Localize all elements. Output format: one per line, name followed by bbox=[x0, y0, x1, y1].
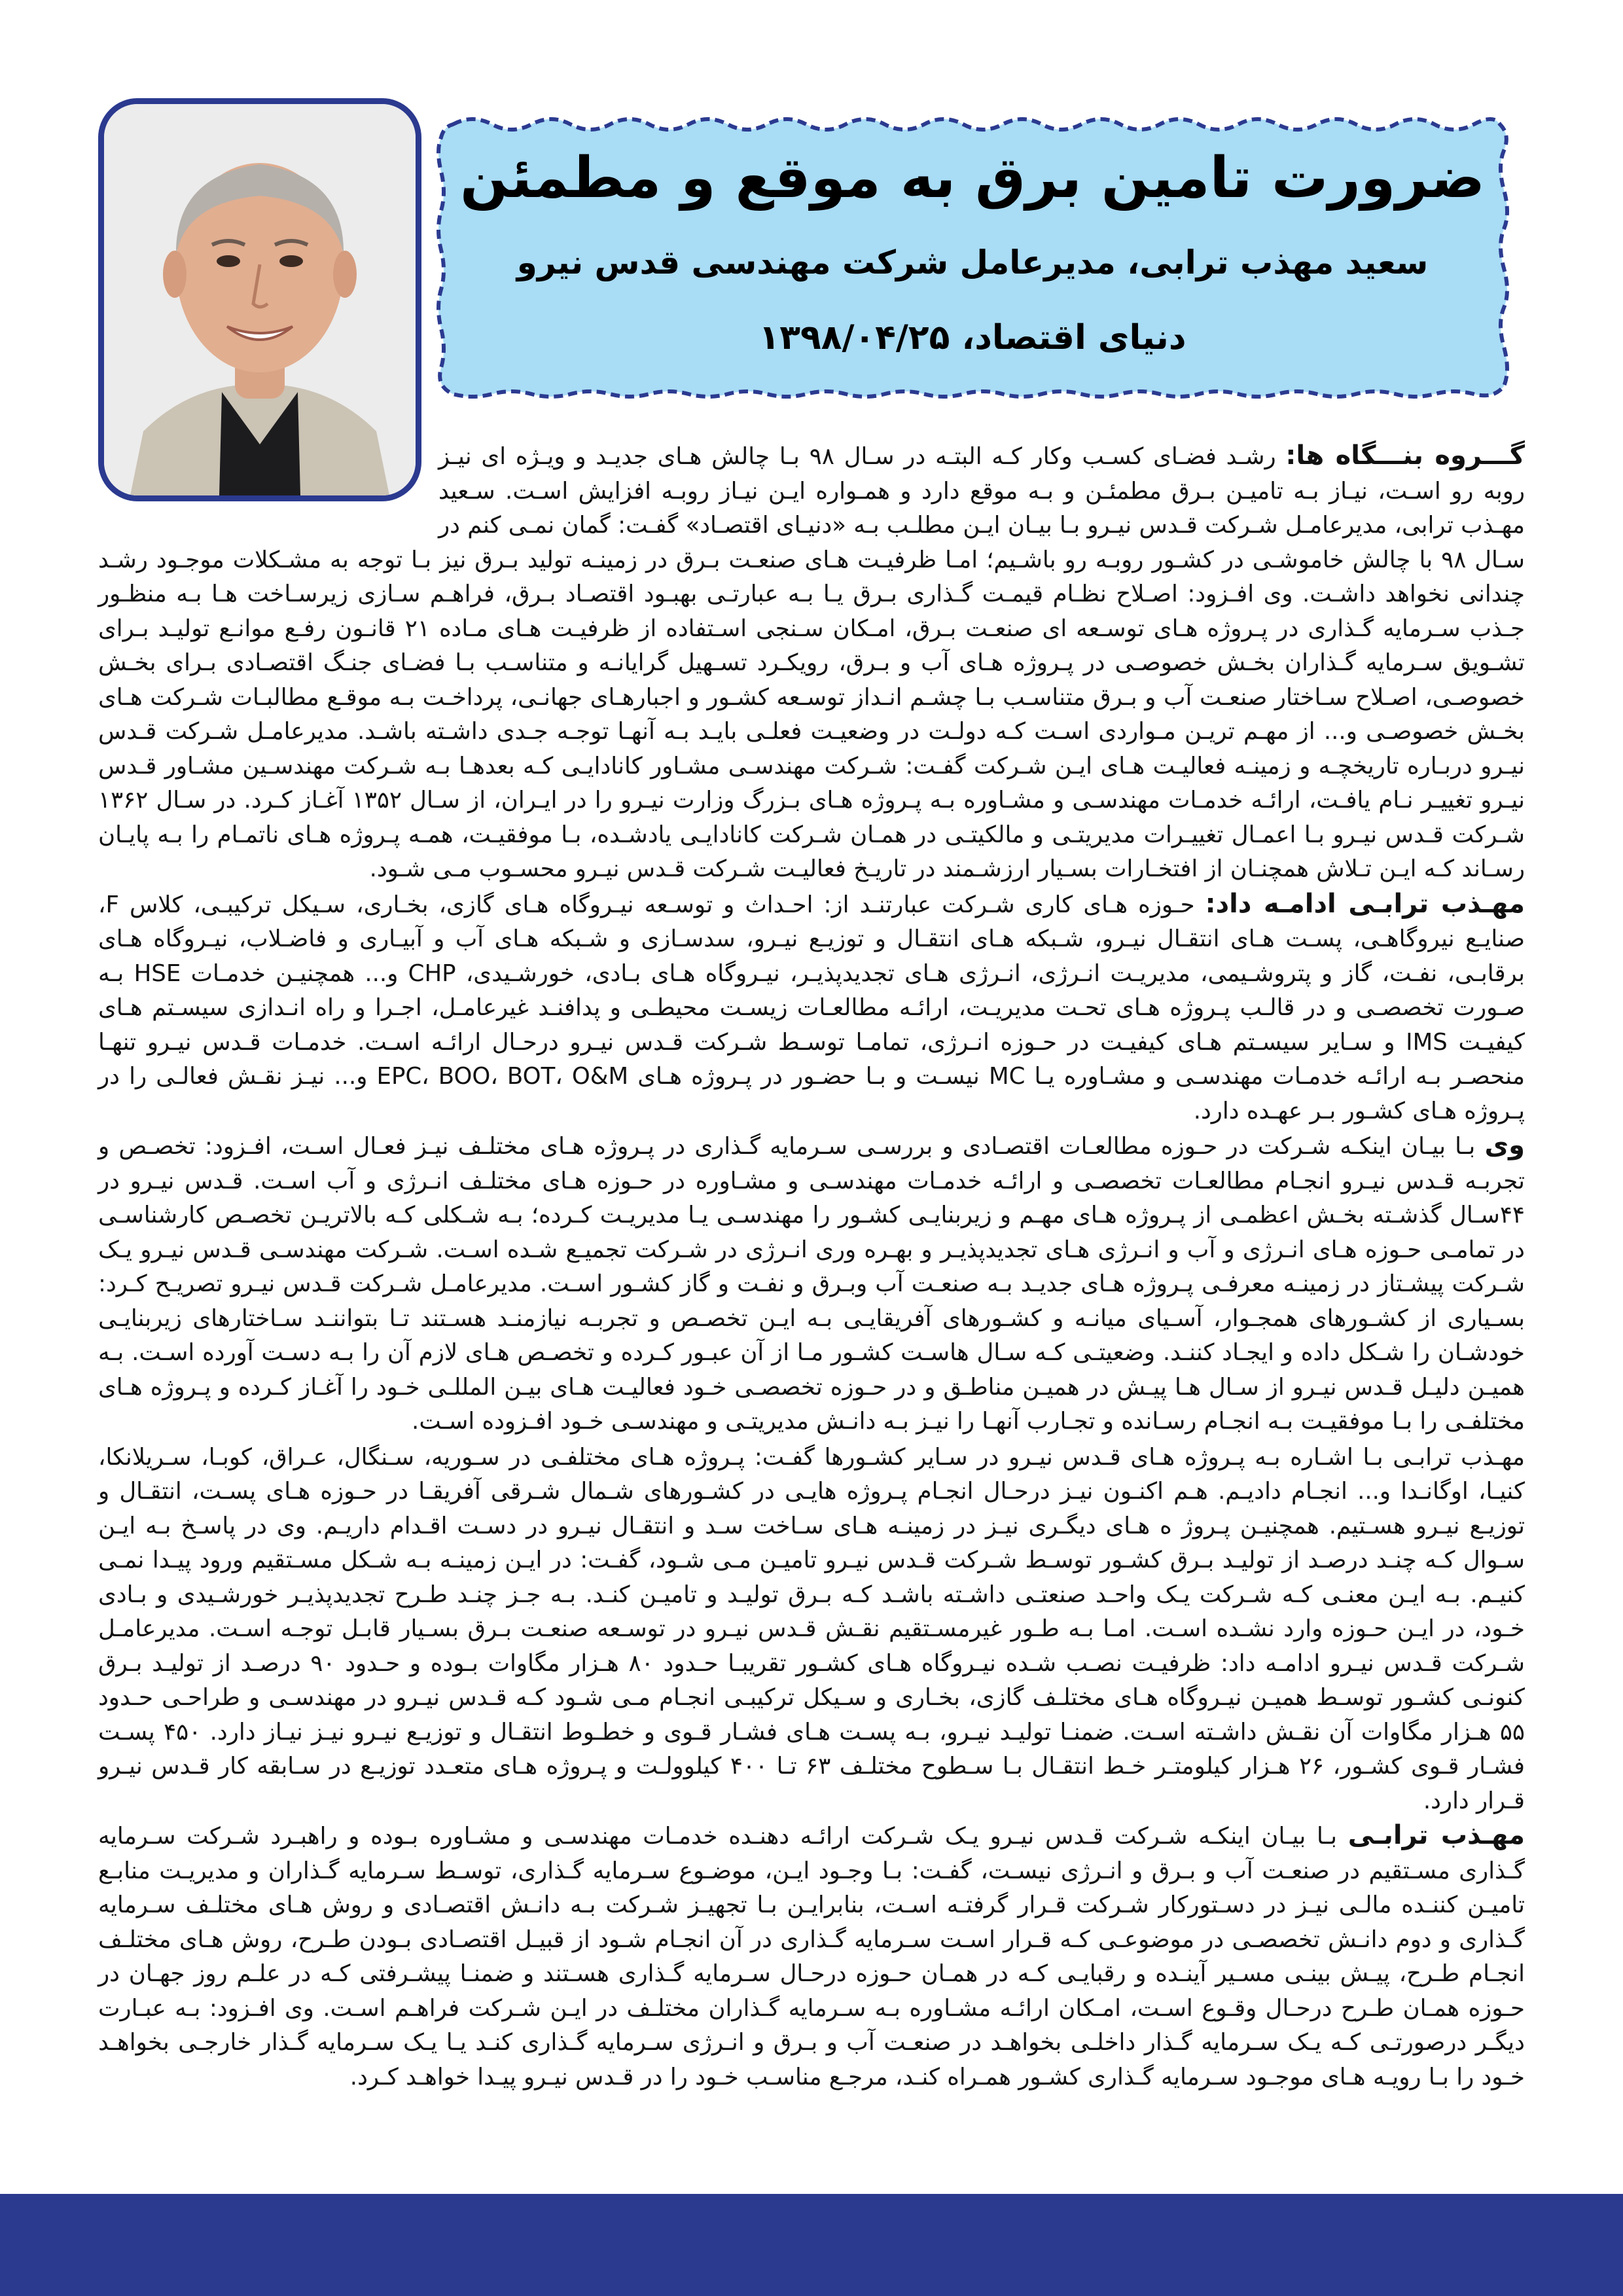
paragraph-text: حـوزه هـای کاری شـرکت عبارتنـد از: احـداث و توسـعه نیـروگاه هـای گازی، بخـاری، سـیکل ترکیبـی، کلاس F، صنایـع نیروگاهـی، پسـت هـای انتقـال نیـرو، شـبکه هـای انتقـال و توزیـع نیـرو، سدسـازی و شـبکه هـای آب و آبیـاری و فاضـلاب، نیـروگاه هـای برقابـی، نفـت، گاز و پتروشـیمی، مدیریـت انـرژی، انـرژی هـای تجدیدپذیـر، نیـروگاه هـای بـادی، خورشـیدی، CHP و... همچنیـن خدمـات HSE بـه صـورت تخصصـی و در قالـب پـروژه هـای تحـت مدیریـت، ارائـه مطالعـات زیسـت محیطـی و پدافنـد غیرعامـل، اجـرا و راه انـدازی سیسـتم هـای کیفیـت IMS و سـایر سیسـتم هـای کیفیـت در حـوزه انـرژی، تمامـا توسـط شـرکت قـدس نیـرو درحـال ارائـه اسـت. خدمـات قـدس نیـرو تنهـا منحصـر بـه ارائـه خدمـات مهندسـی و مشـاوره یـا MC نیسـت و بـا حضـور در پـروژه هـای EPC، BOO، BOT، O&M و... نیـز نقـش فعالـی را در پـروژه هـای کشـور بـر عهـده دارد. bbox=[98, 891, 1525, 1124]
article-paragraph bbox=[98, 1128, 1525, 1439]
footer-bar bbox=[0, 2194, 1623, 2296]
article-paragraph bbox=[98, 1818, 1525, 2094]
paragraph-lead: مهـذب ترابـی ادامـه داد: bbox=[1205, 888, 1525, 919]
paragraph-lead: گـــروه بنـــگاه ها: bbox=[1285, 440, 1525, 471]
dateline: دنیای اقتصاد، ۱۳۹۸/۰۴/۲۵ bbox=[758, 318, 1186, 357]
paragraph-text: بـا بیـان اینکـه شـرکت قـدس نیـرو یـک شـرکت ارائـه دهنـده خدمـات مهندسـی و مشـاوره بـوده و راهبـرد شـرکت سـرمایه گـذاری مسـتقیم در صنعـت آب و بـرق و انـرژی نیسـت، گفـت: بـا وجـود ایـن، موضـوع سـرمایه گـذاری، توسـط سـرمایه گـذاران و مدیریـت منابـع تامیـن کننـده مالـی نیـز در دسـتورکار شـرکت قـرار گرفتـه اسـت، بنابرایـن بـا تجهیـز شـرکت بـه دانـش اقتصـادی و روش هـای مختلـف سـرمایه گـذاری و دوم دانـش تخصصـی در موضوعـی کـه قـرار اسـت سـرمایه گـذاری در آن انجـام شـود از قبیـل اقتصـادی بـودن طـرح، روش هـای مختلـف انجـام طـرح، پیـش بینـی مسـیر آینـده و رقبایـی کـه در همـان حـوزه درحـال سـرمایه گـذاری هسـتند و ضمنـا پیشـرفتی کـه در علـم روز جهـان در حـوزه همـان طـرح درحـال وقـوع اسـت، امـکان ارائـه مشـاوره بـه سـرمایه گـذاران مختلـف در ایـن شـرکت فراهـم اسـت. وی افـزود: بـه عبـارت دیگـر درصورتـی کـه یـک سـرمایه گـذار داخلـی بخواهـد در صنعـت آب و بـرق و انـرژی سـرمایه گـذاری کنـد یـا یـک سـرمایه گـذار خارجـی بخواهـد خـود را بـا رویـه هـای موجـود سـرمایه گـذاری کشـور همـراه کنـد، مرجـع مناسـب خـود را در قـدس نیـرو پیـدا خواهـد کـرد. bbox=[98, 1823, 1525, 2090]
portrait-image bbox=[104, 104, 416, 495]
paragraph-lead: وی bbox=[1484, 1130, 1525, 1160]
headline: ضرورت تامین برق به موقع و مطمئن bbox=[460, 145, 1485, 211]
byline: سعید مهذب ترابی، مدیرعامل شرکت مهندسی قدس نیرو bbox=[516, 243, 1429, 281]
header-banner bbox=[427, 111, 1518, 410]
paragraph-lead: مهـذب ترابـی bbox=[1347, 1820, 1525, 1850]
paragraph-text: مهـذب ترابـی بـا اشـاره بـه پـروژه هـای قـدس نیـرو در سـایر کشـورها گفـت: پـروژه هـای مختلفـی در سـوریه، سـنگال، عـراق، کوبـا، سـریلانکا، کنیـا، اوگانـدا و... انجـام دادیـم. هـم اکنـون نیـز درحـال انجـام پـروژه هایـی در کشـورهای شـمال شـرقی آفریقـا در حـوزه هـای پسـت، انتقـال و توزیـع نیـرو هسـتیم. همچنیـن پـروژ ه هـای دیگـری نیـز در زمینـه هـای سـاخت سـد و انتقـال نیـرو در دسـت اقـدام داریـم. وی در پاسـخ بـه ایـن سـوال کـه چنـد درصـد از تولیـد بـرق کشـور توسـط شـرکت قـدس نیـرو تامیـن مـی شـود، گفـت: در ایـن زمینـه بـه شـکل مسـتقیم ورود پیـدا نمـی کنیـم. بـه ایـن معنـی کـه شـرکت یـک واحـد صنعتـی داشـته باشـد کـه بـرق تولیـد و تامیـن کنـد. بـه جـز چنـد طـرح تجدیدپذیـر خورشـیدی و بـادی خـود، در ایـن حـوزه وارد نشـده اسـت. امـا بـه طـور غیرمسـتقیم نقـش قـدس نیـرو در توسـعه صنعـت بـرق بسـیار قابـل توجـه اسـت. مدیرعامـل شـرکت قـدس نیـرو ادامـه داد: ظرفیـت نصـب شـده نیـروگاه هـای کشـور تقریبـا حـدود ۸۰ هـزار مگاوات بـوده و حـدود ۹۰ درصـد از تولیـد بـرق کنونـی کشـور توسـط همیـن نیـروگاه هـای مختلـف گازی، بخـاری و سـیکل ترکیبـی انجـام مـی شـود کـه قـدس نیـرو در مهندسـی و طراحـی حـدود ۵۵ هـزار مگاوات آن نقـش داشـته اسـت. ضمنـا تولیـد نیـرو، بـه پسـت هـای فشـار قـوی و خطـوط انتقـال و توزیـع نیـرو نیـز نیـاز دارد. ۴۵۰ پسـت فشـار قـوی کشـور، ۲۶ هـزار کیلومتـر خـط انتقـال بـا سـطوح مختلـف ۶۳ تـا ۴۰۰ کیلوولـت و پـروژه هـای متعـدد توزیـع در سـابقه کار قـدس نیـرو قـرار دارد. bbox=[98, 1443, 1525, 1814]
article-body bbox=[98, 439, 1525, 2094]
paragraph-text: بـا بیـان اینکـه شـرکت در حـوزه مطالعـات اقتصـادی و بررسـی سـرمایه گـذاری در پـروژه هـای مختلـف نیـز فعـال اسـت، افـزود: تخصـص و تجربـه قـدس نیـرو انجـام مطالعـات تخصصـی و ارائـه خدمـات مهندسـی و مشـاوره در حـوزه هـای مختلـف انـرژی و آب اسـت. قـدس نیـرو در ۴۴سـال گذشـته بخـش اعظمـی از پـروژه هـای مهـم و زیربنایـی کشـور را مهندسـی یـا مدیریـت کـرده؛ بـه شـکلی کـه بالاتریـن تخصـص کارشناسـی در تمامـی حـوزه هـای انـرژی و آب و انـرژی هـای تجدیدپذیـر و بهـره وری انـرژی در شـرکت تجمیـع شـده اسـت. شـرکت مهندسـی قـدس نیـرو یـک شـرکت پیشـتاز در زمینـه معرفـی پـروژه هـای جدیـد بـه صنعـت آب وبـرق و نفـت و گاز کشـور اسـت. مدیرعامـل شـرکت قـدس نیـرو تصریـح کـرد: بسـیاری از کشـورهای همجـوار، آسـیای میانـه و کشـورهای آفریقایـی بـه ایـن تخصـص و تجربـه نیازمنـد هسـتند تـا بتواننـد سـاختارهای زیربنایـی خودشـان را شـکل داده و ایجـاد کننـد. وضعیتـی کـه سـال هاسـت کشـور مـا از آن عبـور کـرده و تخصـص هـای لازم آن را بـه دسـت آورده اسـت. بـه همیـن دلیـل قـدس نیـرو از سـال هـا پیـش در همیـن مناطـق و در حـوزه تخصصـی خـود فعالیـت هـای بیـن المللـی خـود را آغـاز کـرده و پـروژه هـای مختلفـی را بـا موفقیـت بـه انجـام رسـانده و تجـارب آنهـا را نیـز بـه دانـش مدیریتـی و مهندسـی خـود افـزوده اسـت. bbox=[98, 1133, 1525, 1435]
article-paragraph bbox=[98, 887, 1525, 1129]
photo-wrap-spacer bbox=[98, 439, 438, 537]
article-paragraph bbox=[98, 439, 1525, 887]
article-paragraph bbox=[98, 1439, 1525, 1819]
paragraph-text: رشـد فضـای کسـب وکار کـه البتـه در سـال ۹۸ بـا چالش هـای جدیـد و ویـژه ای نیـز روبه رو اسـت، نیـاز بـه تامیـن بـرق مطمئـن و بـه موقع دارد و همـواره ایـن نیـاز روبـه افزایش اسـت. سـعید مهـذب ترابی، مدیرعامـل شـرکت قـدس نیـرو بـا بیـان ایـن مطلـب بـه «دنیـای اقتصـاد» گفـت: گمان نمـی کنم در سـال ۹۸ با چالش خاموشـی در کشـور روبـه رو باشـیم؛ امـا ظرفیـت هـای صنعـت بـرق در زمینـه تولید بـرق نیز بـا توجه به مشـکلات موجـود رشـد چندانی نخواهد داشـت. وی افـزود: اصـلاح نظـام قیمـت گـذاری بـرق یـا بـه عبارتـی بهبـود اقتصـاد بـرق، فراهـم سـازی زیرسـاخت هـا بـه منظـور جـذب سـرمایه گـذاری در پـروژه هـای توسـعه ای صنعـت بـرق، امـکان سـنجی اسـتفاده از ظرفیـت هـای مـاده ۲۱ قانـون رفـع موانـع تولیـد بـرای تشـویق سـرمایه گـذاران بخـش خصوصـی در پـروژه هـای آب و بـرق، رویکـرد تسـهیل گرایانـه و متناسـب بـا فضـای جنـگ اقتصـادی بـرای بخـش خصوصـی، اصـلاح سـاختار صنعـت آب و بـرق متناسـب بـا چشـم انـداز توسـعه کشـور و اجبارهـای جهانـی، پرداخـت بـه موقـع مطالبـات شـرکت هـای بخـش خصوصـی و... از مهـم تریـن مـواردی اسـت کـه دولـت در وضعیـت فعلـی بایـد بـه آنهـا توجـه جـدی داشـته باشـد. مدیرعامـل شـرکت قـدس نیـرو دربـاره تاریخچـه و زمینـه فعالیـت هـای ایـن شـرکت گفـت: شـرکت مهندسـی مشـاور کانادایـی کـه بعدهـا بـه شـرکت مهندسـین مشـاور قـدس نیـرو تغییـر نـام یافـت، ارائـه خدمـات مهندسـی و مشـاوره بـه پـروژه هـای بـزرگ وزارت نیـرو را در ایـران، از سـال ۱۳۵۲ آغـاز کـرد. در سـال ۱۳۶۲ شـرکت قـدس نیـرو بـا اعمـال تغییـرات مدیریتـی و مالکیتـی در همـان شـرکت کانادایـی یادشـده، بـا موفقیـت، همـه پـروژه هـای ناتمـام را بـه پایـان رسـاند کـه ایـن تـلاش همچنـان از افتخـارات بسـیار ارزشـمند در تاریـخ فعالیـت شـرکت قـدس نیـرو محسـوب مـی شـود. bbox=[98, 443, 1525, 882]
